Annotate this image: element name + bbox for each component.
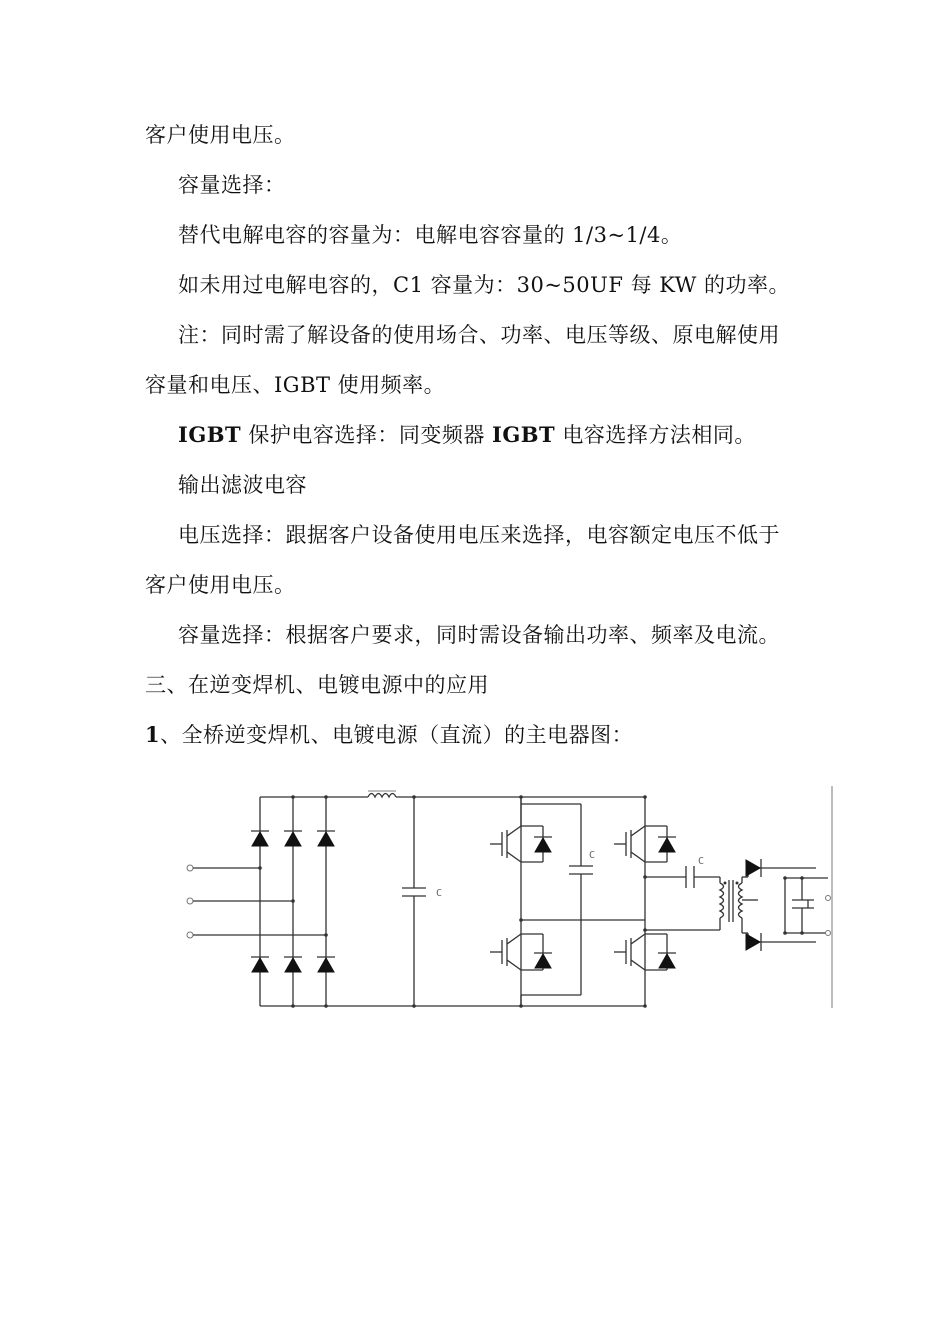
diode-icon (317, 957, 335, 972)
paragraph-line: 如未用过电解电容的，C1 容量为：30~50UF 每 KW 的功率。 (178, 273, 790, 297)
bus-capacitor (402, 795, 442, 1008)
diode-icon (284, 957, 302, 972)
diode-icon (284, 831, 302, 846)
paragraph-line: 客户使用电压。 (145, 573, 296, 597)
section-heading: 三、在逆变焊机、电镀电源中的应用 (145, 673, 489, 697)
subheading: 输出滤波电容 (178, 473, 307, 497)
transformer-icon (720, 877, 758, 933)
diode-icon (251, 957, 269, 972)
text-span: 电容选择方法相同。 (555, 423, 756, 447)
capacitor-label: C (589, 850, 596, 861)
bold-term: IGBT (178, 422, 242, 447)
figure-caption (145, 721, 633, 749)
paragraph-line: 注：同时需了解设备的使用场合、功率、电压等级、原电解使用 (178, 323, 780, 347)
capacitor-label: C (698, 856, 705, 867)
bold-term: IGBT (492, 422, 556, 447)
paragraph-line (178, 421, 756, 449)
diode-icon (317, 831, 335, 846)
paragraph-line: 容量和电压、IGBT 使用频率。 (145, 373, 446, 397)
diode-icon (746, 933, 761, 951)
capacitor-label: C (436, 888, 443, 899)
paragraph-line: 替代电解电容的容量为：电解电容容量的 1/3~1/4。 (178, 223, 683, 247)
igbt-full-bridge (490, 795, 720, 1008)
circuit-diagram (180, 780, 840, 1015)
paragraph-line: 客户使用电压。 (145, 123, 296, 147)
caption-number: 1 (145, 722, 161, 747)
caption-text: 、全桥逆变焊机、电镀电源（直流）的主电器图： (160, 723, 634, 747)
text-span: 保护电容选择：同变频器 (241, 423, 492, 447)
ac-input-lines (187, 865, 326, 938)
paragraph-line: 容量选择： (178, 173, 286, 197)
output-rectifier (746, 786, 832, 1008)
paragraph-line: 电压选择：跟据客户设备使用电压来选择，电容额定电压不低于 (178, 523, 780, 547)
paragraph-line: 容量选择：根据客户要求，同时需设备输出功率、频率及电流。 (178, 623, 780, 647)
rectifier-bridge (251, 795, 645, 1008)
series-capacitor (686, 856, 720, 888)
diode-icon (251, 831, 269, 846)
diode-icon (746, 859, 761, 877)
inductor-icon (367, 791, 645, 797)
